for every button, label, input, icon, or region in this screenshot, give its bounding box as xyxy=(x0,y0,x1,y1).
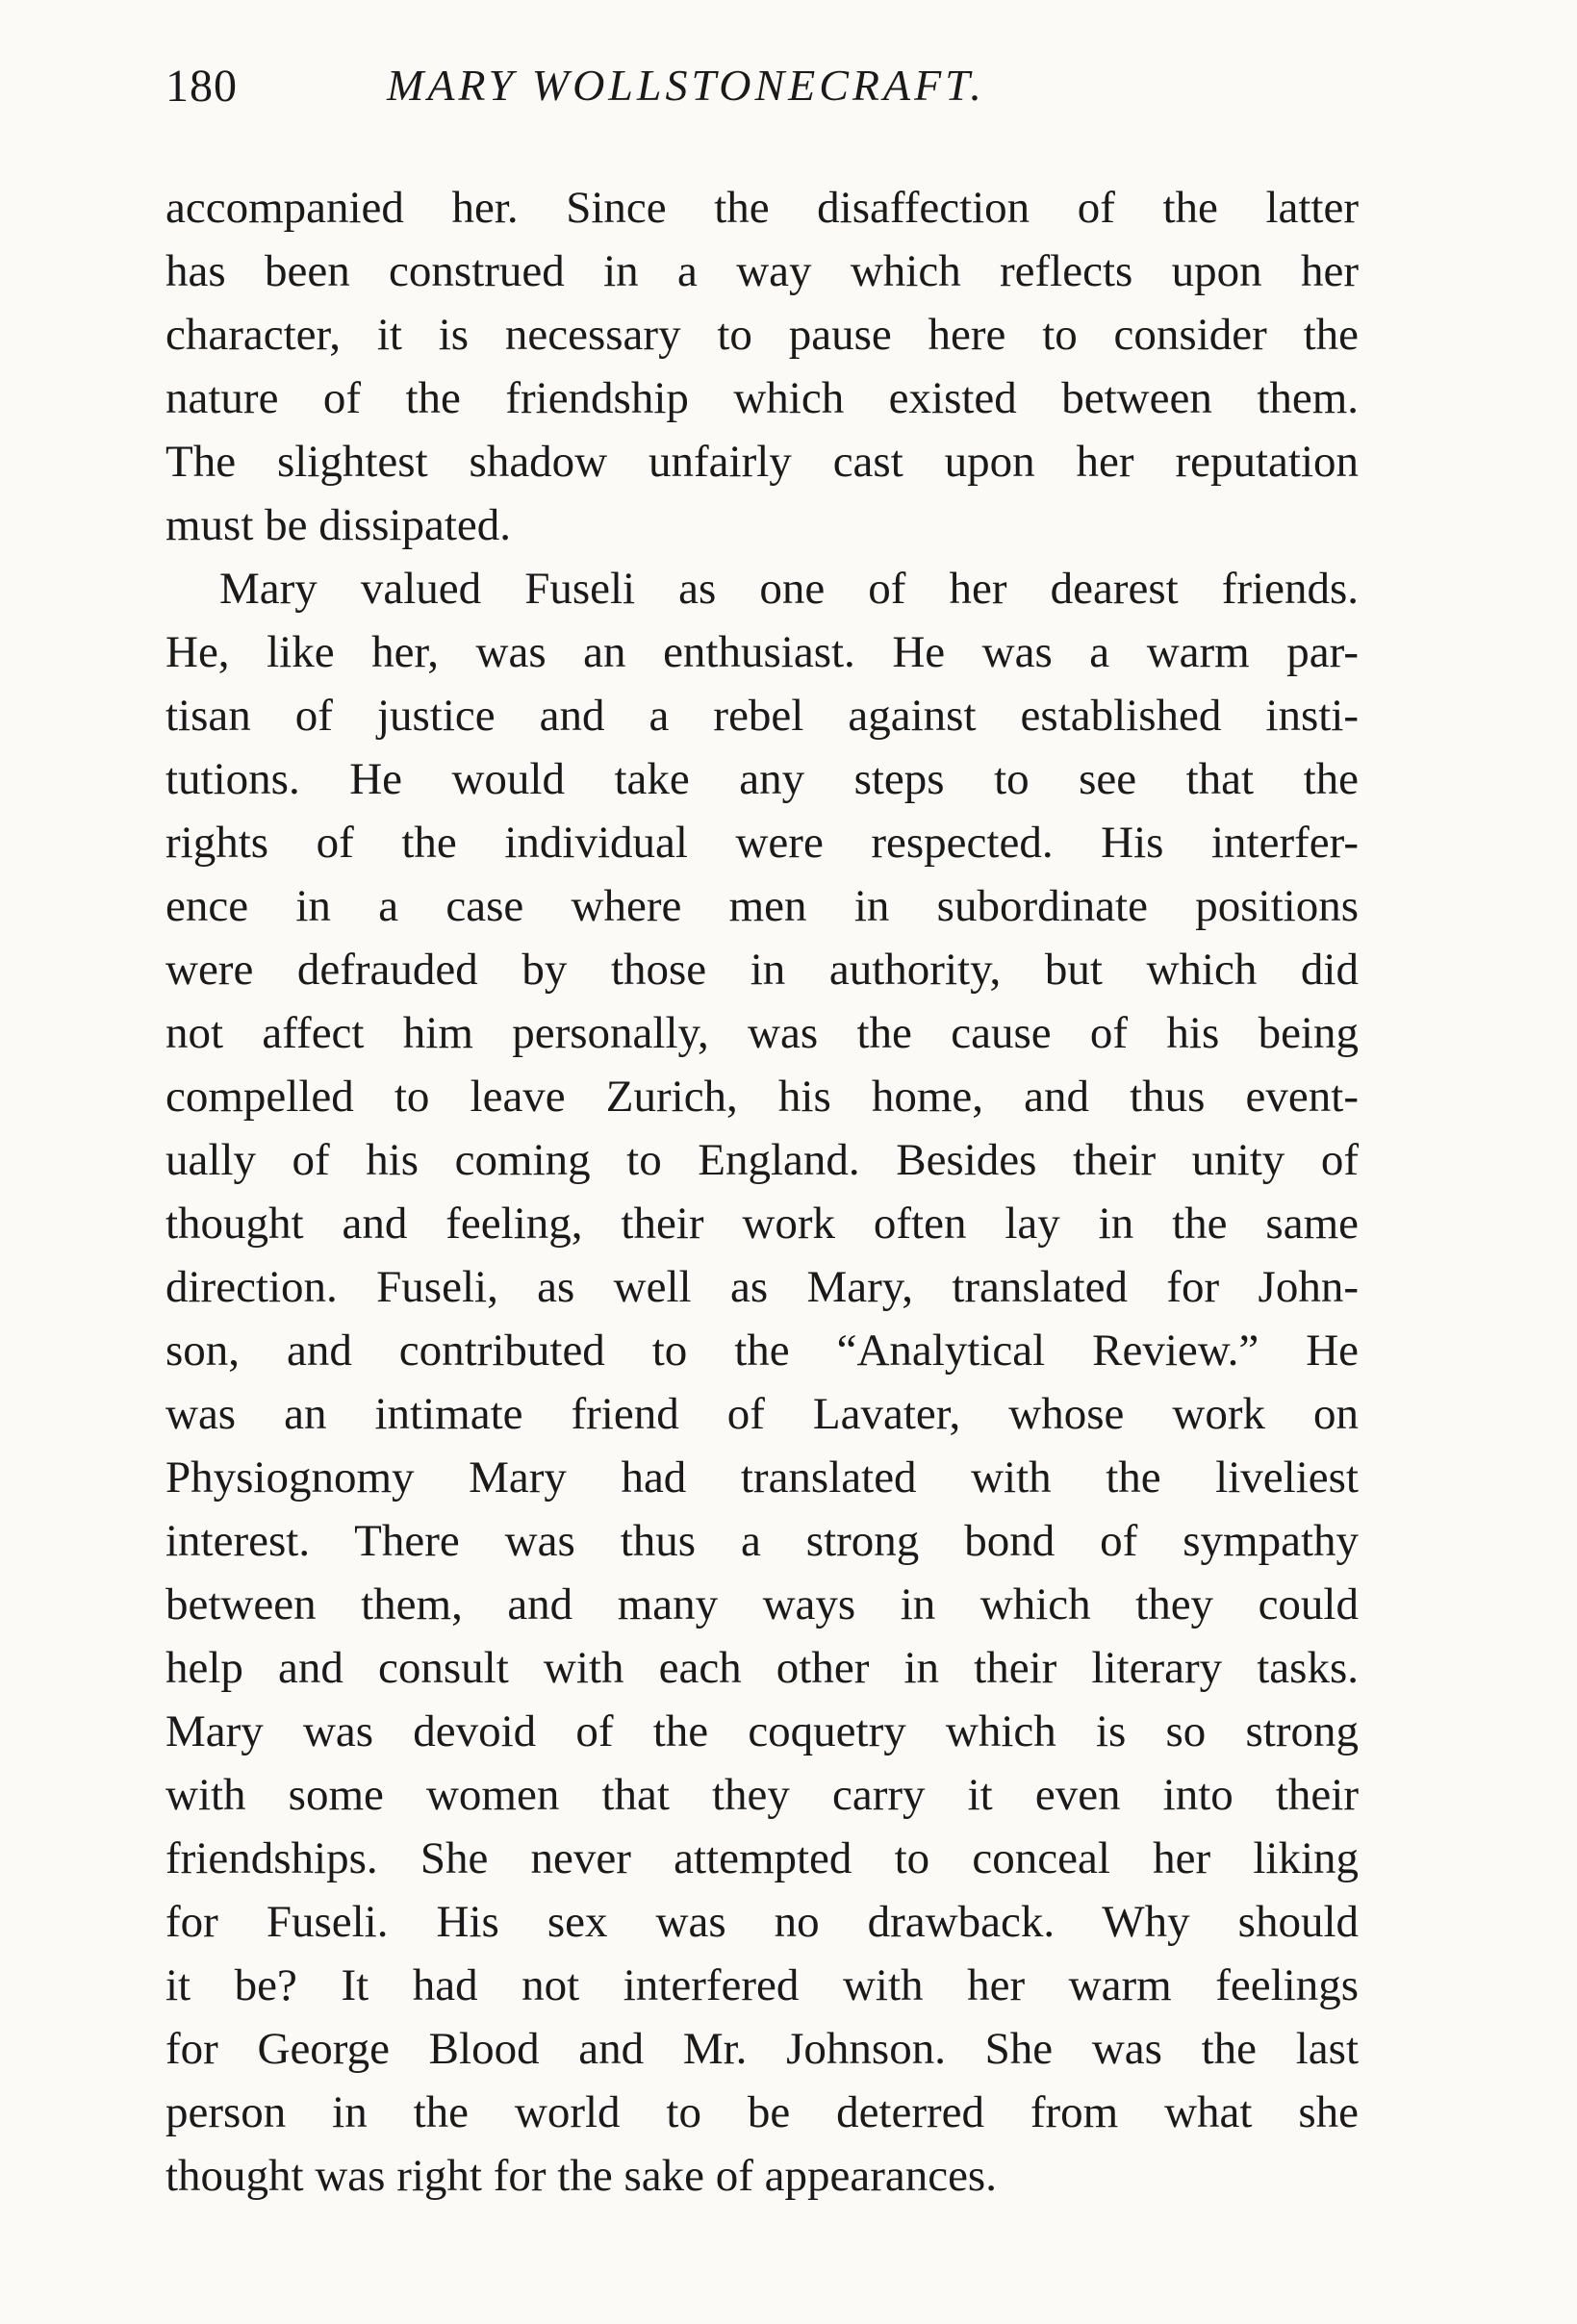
text-line: was an intimate friend of Lavater, whose work on xyxy=(165,1389,1359,1439)
text-line: tisan of justice and a rebel against established insti- xyxy=(165,691,1359,741)
text-line: thought was right for the sake of appearances. xyxy=(165,2151,997,2201)
text-line: has been construed in a way which reflects upon her xyxy=(165,246,1359,296)
text-line: not affect him personally, was the cause of his being xyxy=(165,1008,1359,1058)
text-line: tutions. He would take any steps to see that the xyxy=(165,754,1359,804)
text-line: ually of his coming to England. Besides their unity of xyxy=(165,1135,1359,1185)
text-line: for George Blood and Mr. Johnson. She was the last xyxy=(165,2024,1359,2074)
text-line: must be dissipated. xyxy=(165,500,511,550)
text-line: He, like her, was an enthusiast. He was a warm par- xyxy=(165,627,1359,677)
running-title: MARY WOLLSTONECRAFT. xyxy=(387,61,985,110)
text-line: character, it is necessary to pause here to consider the xyxy=(165,310,1359,360)
page-header xyxy=(165,60,1359,127)
body-text xyxy=(165,176,1359,2208)
page-number: 180 xyxy=(165,61,238,112)
text-line: friendships. She never attempted to conceal her liking xyxy=(165,1833,1359,1883)
text-line: Mary valued Fuseli as one of her dearest friends. xyxy=(219,564,1359,614)
text-line: between them, and many ways in which they could xyxy=(165,1579,1359,1629)
text-line: interest. There was thus a strong bond of sympathy xyxy=(165,1516,1359,1566)
text-line: help and consult with each other in their literary tasks. xyxy=(165,1643,1359,1693)
text-line: Mary was devoid of the coquetry which is so strong xyxy=(165,1706,1359,1756)
text-line: it be? It had not interfered with her warm feelings xyxy=(165,1960,1359,2010)
text-line: rights of the individual were respected. His interfer- xyxy=(165,818,1359,868)
text-line: were defrauded by those in authority, but which did xyxy=(165,945,1359,995)
text-line: with some women that they carry it even into their xyxy=(165,1770,1359,1820)
text-line: direction. Fuseli, as well as Mary, translated for John- xyxy=(165,1262,1359,1312)
text-line: person in the world to be deterred from what she xyxy=(165,2087,1359,2137)
text-line: The slightest shadow unfairly cast upon her reputation xyxy=(165,437,1359,487)
text-line: nature of the friendship which existed between them. xyxy=(165,373,1359,423)
text-line: ence in a case where men in subordinate positions xyxy=(165,881,1359,931)
text-line: for Fuseli. His sex was no drawback. Why should xyxy=(165,1897,1359,1947)
text-line: thought and feeling, their work often lay in the same xyxy=(165,1199,1359,1249)
text-line: son, and contributed to the “Analytical Review.” He xyxy=(165,1326,1359,1376)
text-line: accompanied her. Since the disaffection of the latter xyxy=(165,183,1359,233)
text-line: compelled to leave Zurich, his home, and thus event- xyxy=(165,1072,1359,1122)
text-line: Physiognomy Mary had translated with the liveliest xyxy=(165,1452,1359,1503)
